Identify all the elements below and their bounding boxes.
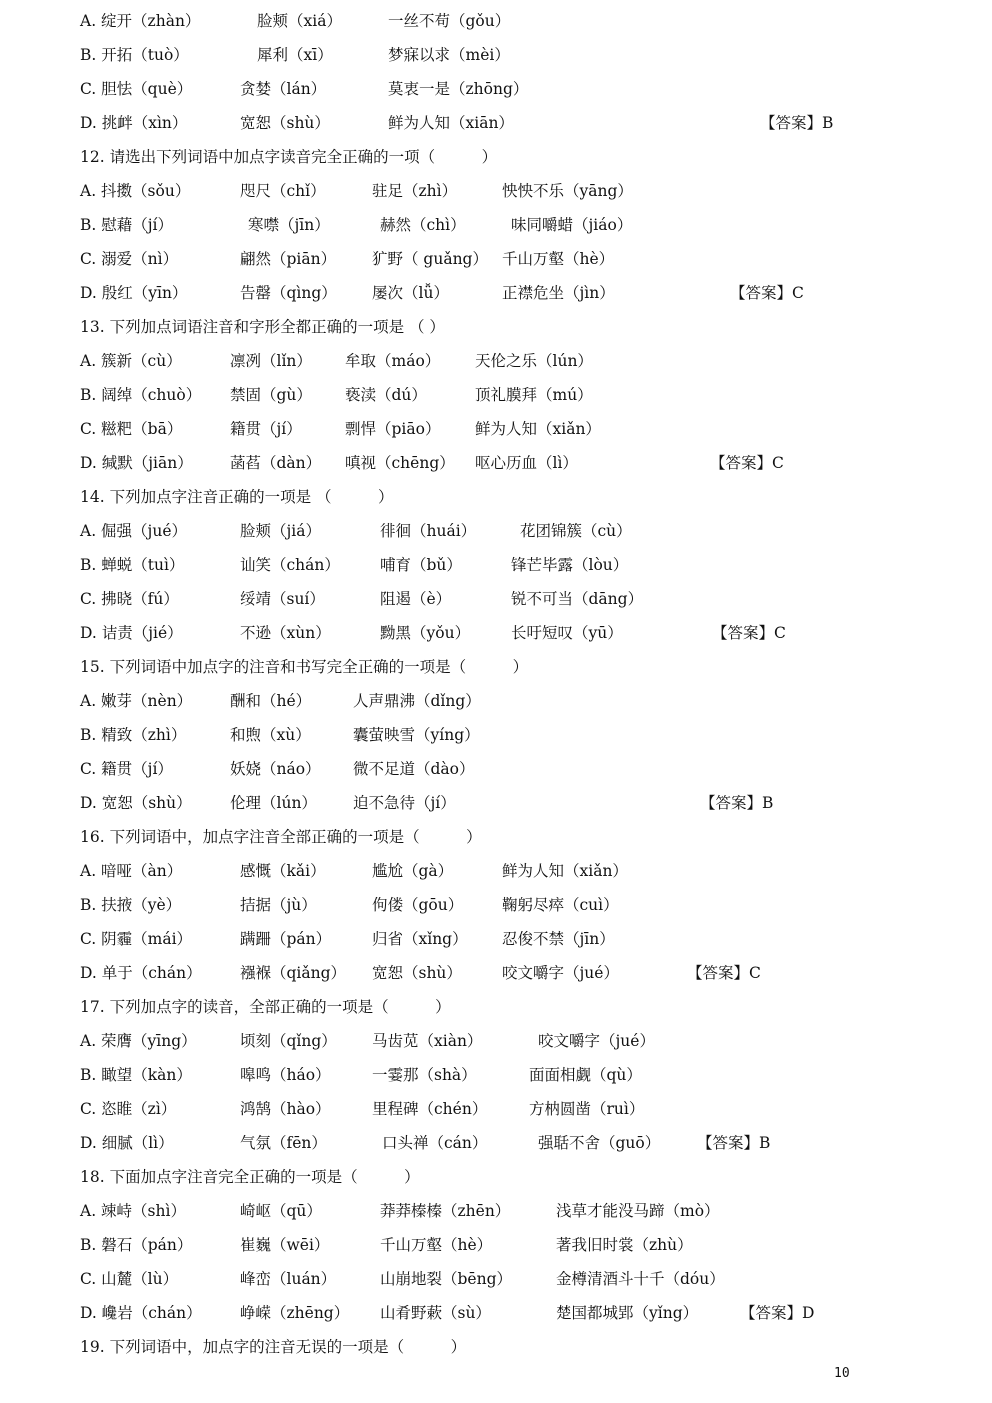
option-word: 囊萤映雪（yíng） [353,726,480,744]
option-word: 梦寐以求（mèi） [388,46,510,64]
option-word: 山崩地裂（bēng） [380,1270,513,1288]
option-word: 咬文嚼字（jué） [502,964,619,982]
option-label-word: C. 恣睢（zì） [80,1100,177,1118]
option-label-word: C. 阴霾（mái） [80,930,193,948]
option-word: 面面相觑（qù） [529,1066,642,1084]
option-word: 楚国都城郢（yǐng） [556,1304,699,1322]
option-word: 伦理（lún） [230,794,317,812]
option-word: 口头禅（cán） [382,1134,488,1152]
option-word: 驻足（zhì） [372,182,458,200]
option-label-word: C. 胆怯（què） [80,80,193,98]
option-label-word: D. 挑衅（xìn） [80,114,188,132]
option-word: 人声鼎沸（dǐng） [353,692,481,710]
option-word: 翩然（piān） [240,250,337,268]
option-label-word: D. 巉岩（chán） [80,1304,202,1322]
option-word: 嗥鸣（háo） [240,1066,331,1084]
option-word: 蹒跚（pán） [240,930,332,948]
option-word: 峥嵘（zhēng） [240,1304,350,1322]
option-label-word: C. 籍贯（jí） [80,760,173,778]
answer-key: 【答案】C [730,284,804,302]
option-word: 贪婪（lán） [240,80,327,98]
option-word: 哺育（bǔ） [380,556,462,574]
option-word: 花团锦簇（cù） [520,522,632,540]
option-label-word: D. 缄默（jiān） [80,454,193,472]
option-word: 鲜为人知（xiǎn） [475,420,601,438]
option-word: 峰峦（luán） [240,1270,337,1288]
answer-key: 【答案】C [712,624,786,642]
option-word: 顷刻（qǐng） [240,1032,337,1050]
option-word: 崔巍（wēi） [240,1236,330,1254]
option-word: 尴尬（gà） [372,862,454,880]
option-word: 寒噤（jīn） [248,216,330,234]
option-label-word: A. 抖擞（sǒu） [80,182,191,200]
option-word: 方枘圆凿（ruì） [529,1100,645,1118]
option-word: 天伦之乐（lún） [475,352,593,370]
answer-key: 【答案】D [740,1304,815,1322]
option-word: 犷野（ guǎng） [372,250,488,268]
option-label-word: A. 绽开（zhàn） [80,12,201,30]
option-label-word: A. 嫩芽（nèn） [80,692,193,710]
option-label-word: D. 诘责（jié） [80,624,183,642]
option-label-word: D. 细腻（lì） [80,1134,174,1152]
answer-key: 【答案】B [700,794,774,812]
page-number: 10 [834,1366,850,1381]
option-word: 莫衷一是（zhōng） [388,80,529,98]
option-word: 感慨（kǎi） [240,862,326,880]
option-word: 酬和（hé） [230,692,312,710]
option-word: 著我旧时裳（zhù） [556,1236,693,1254]
option-word: 鲜为人知（xiān） [388,114,514,132]
option-word: 金樽清酒斗十千（dóu） [556,1270,725,1288]
answer-key: 【答案】C [687,964,761,982]
question-text: 16. 下列词语中，加点字注音全部正确的一项是（ ） [80,828,482,846]
option-word: 锐不可当（dāng） [511,590,644,608]
option-word: 马齿苋（xiàn） [372,1032,483,1050]
option-word: 鸿鹄（hào） [240,1100,331,1118]
option-word: 佝偻（gōu） [372,896,464,914]
option-word: 襁褓（qiǎng） [240,964,347,982]
option-word: 一丝不苟（gǒu） [388,12,511,30]
option-word: 妖娆（náo） [230,760,321,778]
option-label-word: A. 竦峙（shì） [80,1202,186,1220]
option-label-word: B. 瞰望（kàn） [80,1066,192,1084]
option-label-word: C. 糍粑（bā） [80,420,183,438]
option-word: 莽莽榛榛（zhēn） [380,1202,511,1220]
option-label-word: D. 宽恕（shù） [80,794,192,812]
option-label-word: B. 精致（zhì） [80,726,187,744]
question-text: 13. 下列加点词语注音和字形全都正确的一项是 （ ） [80,318,445,336]
option-word: 锋芒毕露（lòu） [511,556,629,574]
option-word: 浅草才能没马蹄（mò） [556,1202,720,1220]
option-word: 忍俊不禁（jīn） [502,930,615,948]
question-text: 19. 下列词语中，加点字的注音无误的一项是（ ） [80,1338,467,1356]
option-word: 阻遏（è） [380,590,452,608]
option-label-word: C. 溺爱（nì） [80,250,179,268]
option-word: 赫然（chì） [380,216,466,234]
option-word: 千山万壑（hè） [380,1236,493,1254]
option-label-word: B. 开拓（tuò） [80,46,189,64]
option-label-word: B. 磐石（pán） [80,1236,193,1254]
option-label-word: B. 扶掖（yè） [80,896,182,914]
option-word: 脸颊（jiá） [240,522,322,540]
option-word: 崎岖（qū） [240,1202,322,1220]
option-word: 呕心历血（lì） [475,454,578,472]
option-word: 宽恕（shù） [372,964,462,982]
option-word: 脸颊（xiá） [257,12,342,30]
question-text: 18. 下面加点字注音完全正确的一项是（ ） [80,1168,420,1186]
option-word: 菡萏（dàn） [230,454,322,472]
option-word: 里程碑（chén） [372,1100,488,1118]
option-label-word: D. 单于（chán） [80,964,202,982]
question-text: 15. 下列词语中加点字的注音和书写完全正确的一项是（ ） [80,658,529,676]
option-word: 正襟危坐（jìn） [502,284,615,302]
option-word: 屡次（lǚ） [372,284,449,302]
question-text: 12. 请选出下列词语中加点字读音完全正确的一项（ ） [80,148,498,166]
answer-key: 【答案】C [710,454,784,472]
option-word: 顶礼膜拜（mú） [475,386,593,404]
option-label-word: A. 荣膺（yīng） [80,1032,197,1050]
option-label-word: B. 蝉蜕（tuì） [80,556,185,574]
option-word: 和煦（xù） [230,726,311,744]
option-label-word: D. 殷红（yīn） [80,284,188,302]
option-word: 黝黑（yǒu） [380,624,471,642]
option-word: 不逊（xùn） [240,624,331,642]
option-word: 亵渎（dú） [345,386,427,404]
option-word: 气氛（fēn） [240,1134,327,1152]
option-word: 牟取（máo） [345,352,441,370]
option-label-word: A. 喑哑（àn） [80,862,183,880]
option-word: 长吁短叹（yū） [511,624,623,642]
option-word: 味同嚼蜡（jiáo） [511,216,633,234]
option-word: 咬文嚼字（jué） [538,1032,655,1050]
answer-key: 【答案】B [697,1134,771,1152]
option-word: 怏怏不乐（yāng） [502,182,633,200]
option-word: 籍贯（jí） [230,420,302,438]
option-word: 鲜为人知（xiǎn） [502,862,628,880]
option-word: 凛冽（lǐn） [230,352,312,370]
option-word: 告罄（qìng） [240,284,337,302]
option-label-word: C. 山麓（lù） [80,1270,179,1288]
option-word: 讪笑（chán） [240,556,340,574]
option-word: 嗔视（chēng） [345,454,455,472]
option-label-word: A. 倔强（jué） [80,522,188,540]
option-label-word: B. 阔绰（chuò） [80,386,202,404]
option-word: 徘徊（huái） [380,522,477,540]
option-word: 剽悍（piāo） [345,420,441,438]
option-word: 绥靖（suí） [240,590,325,608]
option-word: 千山万壑（hè） [502,250,615,268]
question-text: 17. 下列加点字的读音，全部正确的一项是（ ） [80,998,451,1016]
option-word: 咫尺（chǐ） [240,182,326,200]
option-word: 归省（xǐng） [372,930,468,948]
option-word: 微不足道（dào） [353,760,475,778]
option-word: 禁固（gù） [230,386,312,404]
option-label-word: A. 簇新（cù） [80,352,182,370]
option-word: 强聒不舍（guō） [538,1134,661,1152]
option-word: 山肴野蔌（sù） [380,1304,491,1322]
option-label-word: B. 慰藉（jí） [80,216,174,234]
option-label-word: C. 拂晓（fú） [80,590,179,608]
option-word: 犀利（xī） [257,46,333,64]
option-word: 宽恕（shù） [240,114,330,132]
option-word: 鞠躬尽瘁（cuì） [502,896,619,914]
option-word: 拮据（jù） [240,896,317,914]
option-word: 迫不急待（jí） [353,794,456,812]
question-text: 14. 下列加点字注音正确的一项是 （ ） [80,488,394,506]
option-word: 一霎那（shà） [372,1066,477,1084]
answer-key: 【答案】B [760,114,834,132]
